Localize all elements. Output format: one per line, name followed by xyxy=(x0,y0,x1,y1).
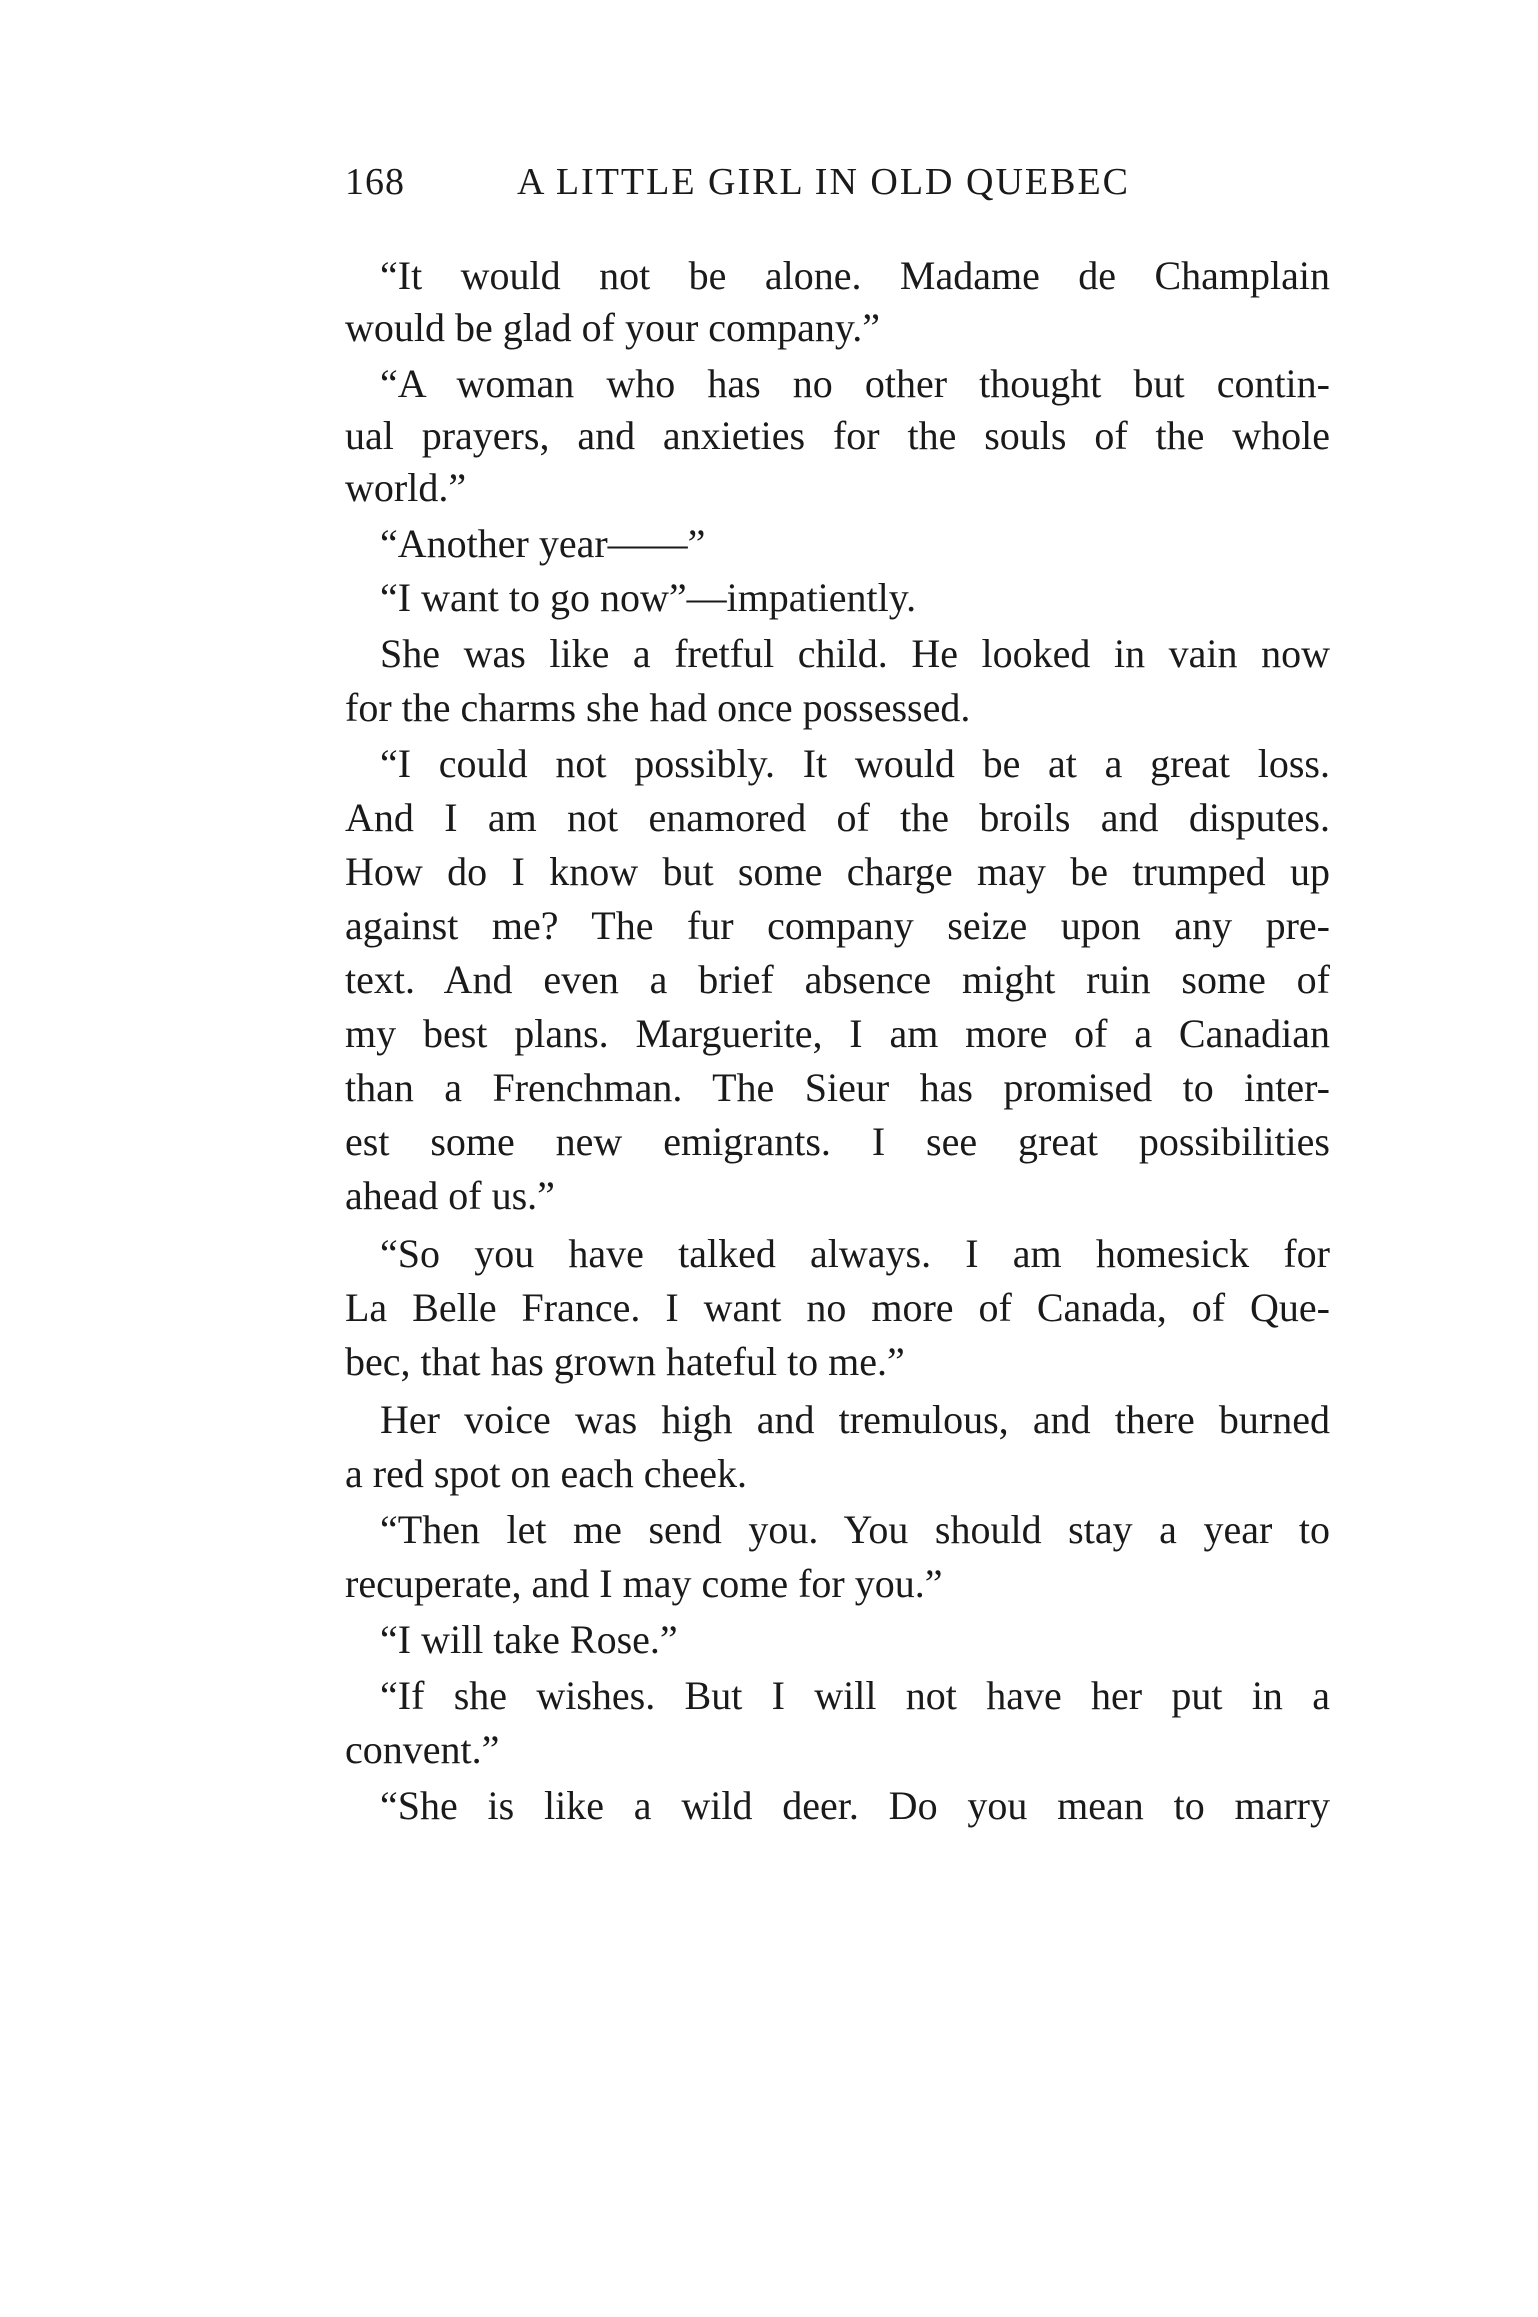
text-line: “So you have talked always. I am homesick for xyxy=(380,1231,1330,1276)
text-line: bec, that has grown hateful to me.” xyxy=(345,1339,905,1384)
text-line: “Another year——” xyxy=(380,521,706,566)
text-line: text. And even a brief absence might ruin some of xyxy=(345,957,1330,1002)
text-line: And I am not enamored of the broils and disputes. xyxy=(345,795,1330,840)
text-line: for the charms she had once possessed. xyxy=(345,685,971,730)
text-line: She was like a fretful child. He looked in vain now xyxy=(380,631,1330,676)
text-line: ahead of us.” xyxy=(345,1173,555,1218)
text-line: “I want to go now”—impatiently. xyxy=(380,575,917,620)
text-line: world.” xyxy=(345,465,467,510)
text-line: ual prayers, and anxieties for the souls of the whole xyxy=(345,413,1330,458)
page-number: 168 xyxy=(345,161,405,203)
text-line: “If she wishes. But I will not have her put in a xyxy=(380,1673,1330,1718)
text-line: Her voice was high and tremulous, and there burned xyxy=(380,1397,1330,1442)
text-line: against me? The fur company seize upon any pre- xyxy=(345,903,1330,948)
text-line: than a Frenchman. The Sieur has promised to inter- xyxy=(345,1065,1330,1110)
text-line: convent.” xyxy=(345,1727,500,1772)
text-line: would be glad of your company.” xyxy=(345,305,881,350)
text-line: “I could not possibly. It would be at a great loss. xyxy=(380,741,1330,786)
text-line: recuperate, and I may come for you.” xyxy=(345,1561,943,1606)
text-line: “It would not be alone. Madame de Champlain xyxy=(380,253,1330,298)
running-title: A LITTLE GIRL IN OLD QUEBEC xyxy=(517,161,1130,203)
text-line: a red spot on each cheek. xyxy=(345,1451,748,1496)
text-line: La Belle France. I want no more of Canada, of Que- xyxy=(345,1285,1330,1330)
text-line: “I will take Rose.” xyxy=(380,1617,678,1662)
text-line: “Then let me send you. You should stay a year to xyxy=(380,1507,1330,1552)
text-line: “She is like a wild deer. Do you mean to marry xyxy=(380,1783,1330,1828)
text-line: “A woman who has no other thought but contin- xyxy=(380,361,1330,406)
page-header xyxy=(345,160,1345,212)
text-line: How do I know but some charge may be trumped up xyxy=(345,849,1330,894)
text-line: my best plans. Marguerite, I am more of a Canadian xyxy=(345,1011,1330,1056)
text-line: est some new emigrants. I see great possibilities xyxy=(345,1119,1330,1164)
